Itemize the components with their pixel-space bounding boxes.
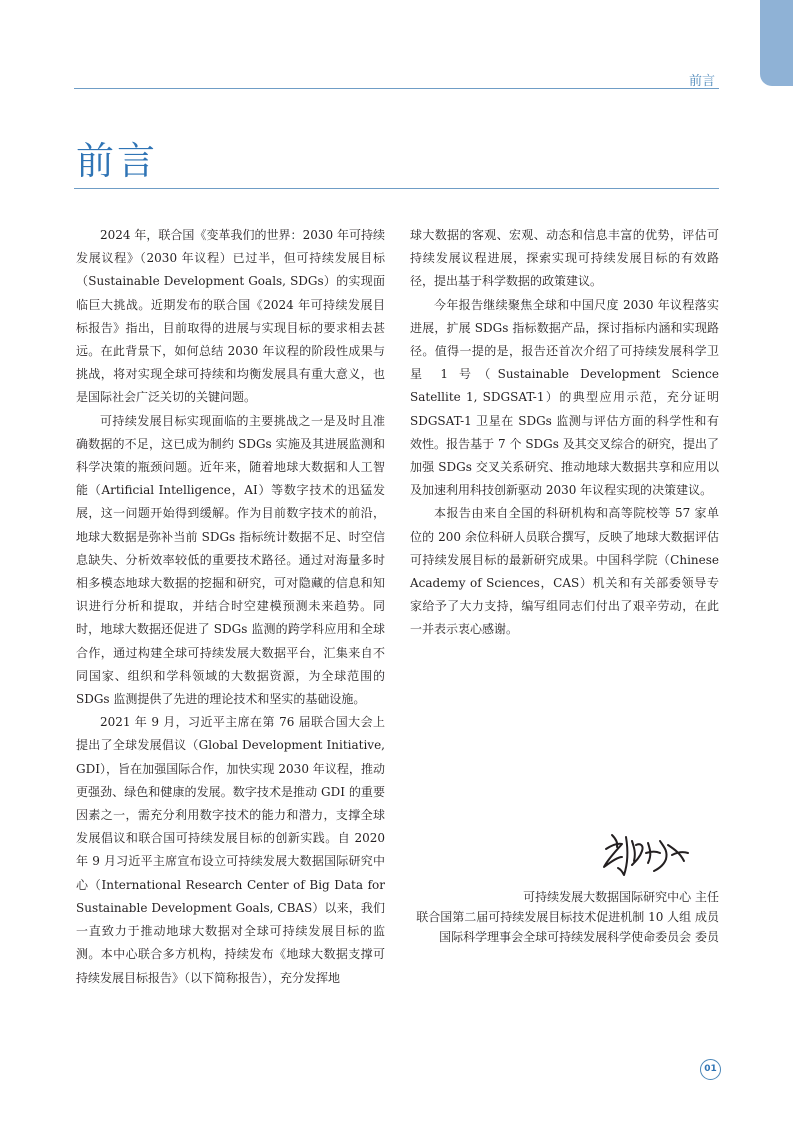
handwritten-signature bbox=[598, 827, 693, 883]
signature-role-line: 联合国第二届可持续发展目标技术促进机制 10 人组 成员 bbox=[416, 910, 719, 924]
running-head: 前言 bbox=[688, 74, 715, 89]
signature-role-line: 可持续发展大数据国际研究中心 主任 bbox=[523, 890, 719, 904]
page-number-badge: 01 bbox=[700, 1059, 721, 1080]
signature-roles bbox=[416, 887, 719, 947]
left-column bbox=[76, 224, 385, 990]
paragraph: 2021 年 9 月，习近平主席在第 76 届联合国大会上提出了全球发展倡议（Global Development Initiative, GDI），旨在加强国际合作，加快实现 2030 年议程，推动更强劲、绿色和健康的发展。数字技术是推动 GDI 的重要因素之一，需充分利用数字技术的能力和潜力，支撑全球发展倡议和联合国可持续发展目标的创新实践。自 2020 年 9 月习近平主席宣布设立可持续发展大数据国际研究中心（International Research Center of Big Data for Sustainable Development Goals, CBAS）以来，我们一直致力于推动地球大数据对全球可持续发展目标的监测。本中心联合多方机构，持续发布《地球大数据支撑可持续发展目标报告》（以下简称报告），充分发挥地 bbox=[76, 715, 385, 985]
paragraph: 本报告由来自全国的科研机构和高等院校等 57 家单位的 200 余位科研人员联合撰写，反映了地球大数据评估可持续发展目标的最新研究成果。中国科学院（Chinese Academy of Sciences，CAS）机关和有关部委领导专家给予了大力支持，编写组同志们付出了艰辛劳动，在此一并表示衷心感谢。 bbox=[410, 506, 719, 637]
header-divider bbox=[74, 88, 719, 89]
chapter-side-tab bbox=[760, 0, 793, 86]
paragraph: 可持续发展目标实现面临的主要挑战之一是及时且准确数据的不足，这已成为制约 SDGs 实施及其进展监测和科学决策的瓶颈问题。近年来，随着地球大数据和人工智能（Artificial Intelligence，AI）等数字技术的迅猛发展，这一问题开始得到缓解。作为目前数字技术的前沿，地球大数据是弥补当前 SDGs 指标统计数据不足、时空信息缺失、分析效率较低的重要技术路径。通过对海量多时相多模态地球大数据的挖掘和研究，可对隐藏的信息和知识进行分析和提取，并结合时空建模预测未来趋势。同时，地球大数据还促进了 SDGs 监测的跨学科应用和全球合作，通过构建全球可持续发展大数据平台，汇集来自不同国家、组织和学科领域的大数据资源，为全球范围的 SDGs 监测提供了先进的理论技术和坚实的基础设施。 bbox=[76, 413, 385, 707]
right-column bbox=[410, 224, 719, 642]
signature-role-line: 国际科学理事会全球可持续发展科学使命委员会 委员 bbox=[439, 930, 719, 944]
paragraph: 2024 年，联合国《变革我们的世界：2030 年可持续发展议程》（2030 年议程）已过半，但可持续发展目标（Sustainable Development Goals, SDGs）的实现面临巨大挑战。近期发布的联合国《2024 年可持续发展目标报告》指出，目前取得的进展与实现目标的要求相去甚远。在此背景下，如何总结 2030 年议程的阶段性成果与挑战，将对实现全球可持续和均衡发展具有重大意义，也是国际社会广泛关切的关键问题。 bbox=[76, 228, 385, 405]
paragraph: 今年报告继续聚焦全球和中国尺度 2030 年议程落实进展，扩展 SDGs 指标数据产品，探讨指标内涵和实现路径。值得一提的是，报告还首次介绍了可持续发展科学卫星 1 号（Sustainable Development Science Satellite 1, SDGSAT-1）的典型应用示范，充分证明 SDGSAT-1 卫星在 SDGs 监测与评估方面的科学性和有效性。报告基于 7 个 SDGs 及其交叉综合的研究，提出了加强 SDGs 交叉关系研究、推动地球大数据共享和应用以及加速利用科技创新驱动 2030 年议程实现的决策建议。 bbox=[410, 297, 719, 498]
page-title: 前言 bbox=[76, 139, 159, 183]
paragraph-continuation: 球大数据的客观、宏观、动态和信息丰富的优势，评估可持续发展议程进展，探索实现可持续发展目标的有效路径，提出基于科学数据的政策建议。 bbox=[410, 228, 719, 289]
title-divider bbox=[74, 188, 719, 189]
